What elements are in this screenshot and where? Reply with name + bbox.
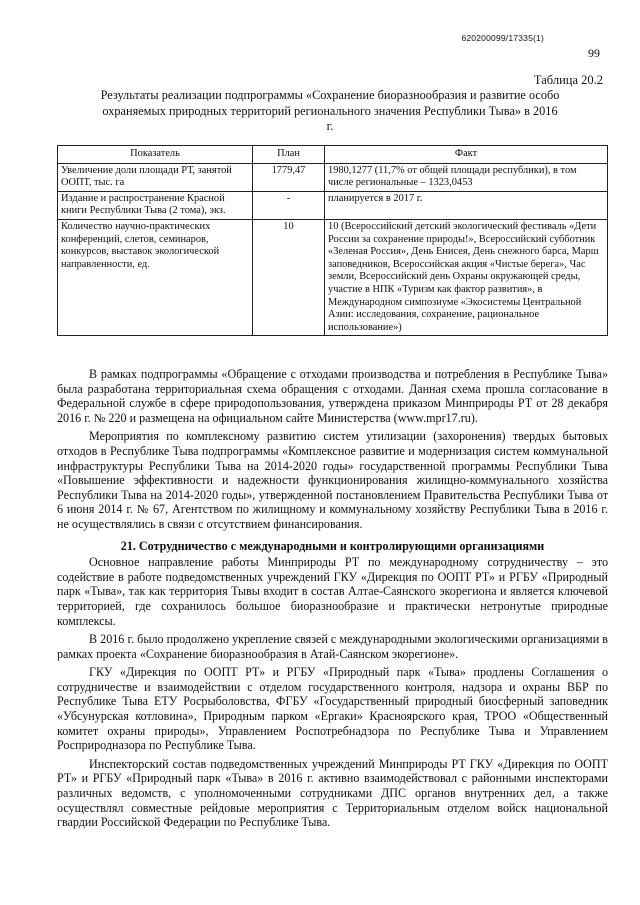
table-row — [58, 191, 608, 219]
plan-cell: 10 — [253, 219, 325, 335]
table-row — [58, 219, 608, 335]
table-label: Таблица 20.2 — [533, 73, 603, 87]
paragraph-international-direction: Основное направление работы Минприроды РТ по международному сотрудничеству – это содействие в работе подведомственных учреждений ГКУ «Дирекция по ООПТ РТ» и РГБУ «Природный парк «Тыва», так как территория Тывы входит в состав Алтае-Саянского экорегиона и является ключевой территорией, где сохранилось большое биоразнообразие и практически нетронутые природные комплексы. — [57, 555, 608, 628]
indicator-cell: Увеличение доли площади РТ, занятой ООПТ, тыс. га — [58, 163, 253, 191]
indicator-cell: Издание и распространение Красной книги Республики Тыва (2 тома), экз. — [58, 191, 253, 219]
column-header-fact: Факт — [325, 146, 608, 164]
fact-cell: планируется в 2017 г. — [325, 191, 608, 219]
plan-cell: 1779,47 — [253, 163, 325, 191]
table-header-row — [58, 146, 608, 164]
fact-cell: 1980,1277 (11,7% от общей площади республики), в том числе региональные – 1323,0453 — [325, 163, 608, 191]
page-number: 99 — [588, 46, 600, 60]
paragraph-waste-disposal: Мероприятия по комплексному развитию систем утилизации (захоронения) твердых бытовых отходов в Республике Тыва подпрограммы «Комплексное развитие и модернизация систем коммунальной инфраструктуры Республики Тыва на 2014-2020 годы» государственной программы Республики Тыва «Повышение эффективности и надежности функционирования жилищно-коммунального хозяйства Республики Тыва на 2014-2020 годы», утвержденной постановлением Правительства Республики Тыва от 6 июня 2014 г. № 67, Агентством по жилищному и коммунальному хозяйству Республики Тыва в 2016 г. не осуществлялись в связи с отсутствием финансирования. — [57, 429, 608, 531]
paragraph-agreements: ГКУ «Дирекция по ООПТ РТ» и РГБУ «Природный парк «Тыва» продлены Соглашения о сотрудничестве и взаимодействии с отделом государственного контроля, надзора и охраны ВБР по Республике Тыва ЕТУ Росрыболовства, ФГБУ «Государственный природный биосферный заповедник «Убсунурская котловина», Природным парком «Ергаки» Красноярского края, ТРОО «Общественный комитет охраны природы», Управлением Роспотребнадзора по Республике Тыва и Управлением Росприродназора по Республике Тыва. — [57, 665, 608, 753]
indicator-cell: Количество научно-практических конференций, слетов, семинаров, конкурсов, выставок экологической направленности, ед. — [58, 219, 253, 335]
main-text — [57, 367, 608, 834]
column-header-indicator: Показатель — [58, 146, 253, 164]
fact-cell: 10 (Всероссийский детский экологический фестиваль «Дети России за сохранение природы!», Всероссийский субботник «Зеленая Россия», День Енисея, День снежного барса, Марш заповедников, Всероссийская акция «Чистые берега», Час земли, Всероссийский день Охраны окружающей среды, участие в НПК «Туризм как фактор развития», в Международном симпозиуме «Экосистемы Центральной Азии: исследования, сохранение, рациональное использование») — [325, 219, 608, 335]
paragraph-international-ties: В 2016 г. было продолжено укрепление связей с международными экологическими организациями в рамках проекта «Сохранение биоразнообразия в Атай-Саянском экорегионе». — [57, 632, 608, 661]
table-row — [58, 163, 608, 191]
paragraph-waste-scheme: В рамках подпрограммы «Обращение с отходами производства и потребления в Республике Тыва» была разработана территориальная схема обращения с отходами. Данная схема прошла согласование в Федеральной службе в сфере природопользования, утверждена приказом Минприроды РТ от 28 декабря 2016 г. № 220 и размещена на официальном сайте Министерства (www.mpr17.ru). — [57, 367, 608, 425]
section-title: 21. Сотрудничество с международными и контролирующими организациями — [120, 538, 545, 553]
paragraph-inspectors: Инспекторский состав подведомственных учреждений Минприроды РТ ГКУ «Дирекция по ООПТ РТ» и РГБУ «Природный парк «Тыва» в 2016 г. активно взаимодействовал с районными инспекторами различных ведомств, с уполномоченными сотрудниками ДПС органов внутренних дел, а также осуществлял совместные рейдовые мероприятия с Территориальным отделом войск национальной гвардии Российской Федерации по Республике Тыва. — [57, 756, 608, 830]
document-code: 620200099/17335(1) — [461, 33, 544, 43]
table-caption: Результаты реализации подпрограммы «Сохранение биоразнообразия и развитие особо охраняемых природных территорий регионального значения Республики Тыва» в 2016 г. — [100, 88, 560, 133]
column-header-plan: План — [253, 146, 325, 164]
results-table — [57, 145, 608, 336]
plan-cell: - — [253, 191, 325, 219]
